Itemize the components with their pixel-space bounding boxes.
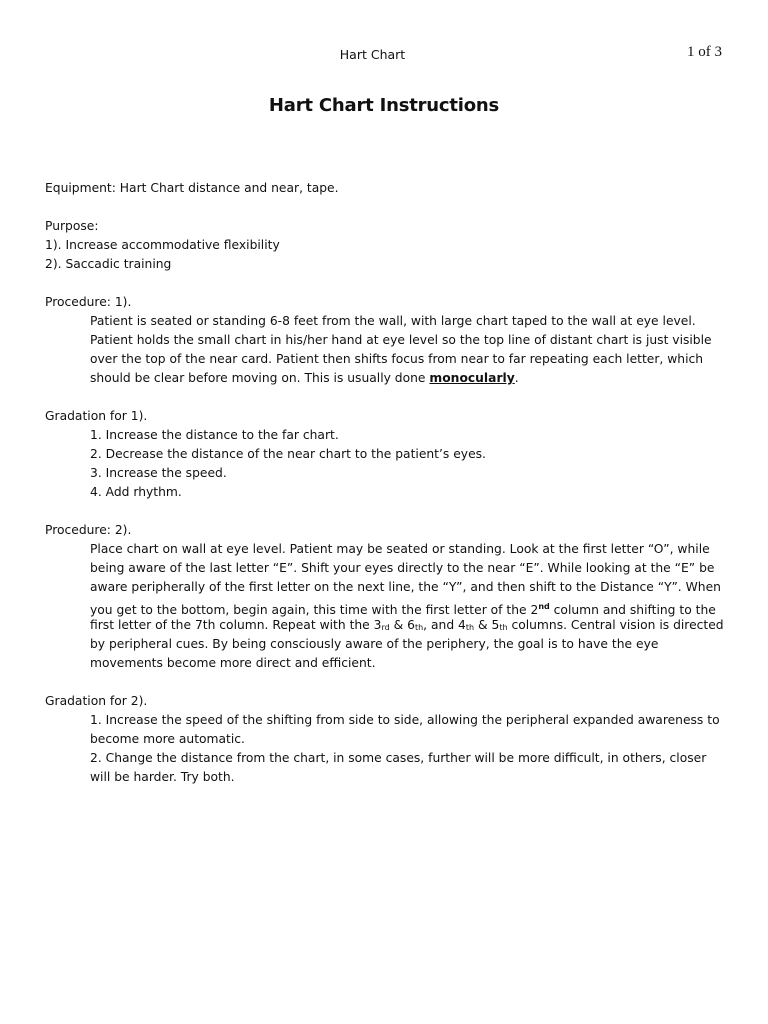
gradation-2-line: will be harder. Try both. <box>90 770 235 784</box>
ordinal-suffix: th <box>499 623 508 632</box>
procedure-2-line-text: & 5 <box>474 618 500 632</box>
gradation-1-item: 3. Increase the speed. <box>90 466 227 480</box>
procedure-2-line: aware peripherally of the first letter on the next line, the “Y”, and then shift to the Distance “Y”. When <box>90 580 721 594</box>
gradation-2-line: 2. Change the distance from the chart, in some cases, further will be more difficult, in others, closer <box>90 751 707 765</box>
gradation-1-item: 1. Increase the distance to the far chart. <box>90 428 339 442</box>
running-header-title: Hart Chart <box>339 47 406 62</box>
procedure-2-heading: Procedure: 2). <box>45 523 132 537</box>
procedure-2-line-text: , and 4 <box>423 618 466 632</box>
procedure-1-last-line-text: should be clear before moving on. This is usually done <box>90 371 430 385</box>
gradation-1-heading: Gradation for 1). <box>45 409 148 423</box>
ordinal-suffix: rd <box>381 623 390 632</box>
procedure-2-line <box>45 597 730 616</box>
equipment-line: Equipment: Hart Chart distance and near, tape. <box>45 181 339 195</box>
purpose-item: 2). Saccadic training <box>45 257 172 271</box>
gradation-1-item: 2. Decrease the distance of the near chart to the patient’s eyes. <box>90 447 486 461</box>
gradation-1-item: 4. Add rhythm. <box>90 485 182 499</box>
purpose-heading: Purpose: <box>45 219 99 233</box>
procedure-1-line: over the top of the near card. Patient then shifts focus from near to far repeating each letter, which <box>90 352 704 366</box>
spacer <box>45 274 730 293</box>
procedure-1-line: Patient holds the small chart in his/her hand at eye level so the top line of distant chart is just visible <box>90 333 712 347</box>
procedure-2-line-text: first letter of the 7th column. Repeat with the 3 <box>90 618 382 632</box>
document-title: Hart Chart Instructions <box>268 95 500 116</box>
purpose-item: 1). Increase accommodative flexibility <box>45 238 280 252</box>
ordinal-suffix: th <box>414 623 424 632</box>
spacer <box>45 388 730 407</box>
ordinal-suffix: th <box>465 623 475 632</box>
monocularly-emphasis: monocularly <box>429 371 515 385</box>
procedure-1-line <box>45 369 730 388</box>
gradation-2-heading: Gradation for 2). <box>45 694 148 708</box>
spacer <box>45 673 730 692</box>
procedure-1-last-line-end: . <box>514 371 519 385</box>
spacer <box>45 198 730 217</box>
document-body <box>45 179 730 787</box>
procedure-2-line: by peripheral cues. By being consciously aware of the periphery, the goal is to have the eye <box>90 637 659 651</box>
gradation-2-line: become more automatic. <box>90 732 245 746</box>
procedure-2-line: movements become more direct and efficient. <box>90 656 376 670</box>
procedure-2-line-text: & 6 <box>389 618 415 632</box>
spacer <box>45 502 730 521</box>
gradation-2-line: 1. Increase the speed of the shifting from side to side, allowing the peripheral expanded awareness to <box>90 713 720 727</box>
procedure-2-line: being aware of the last letter “E”. Shift your eyes directly to the near “E”. While looking at the “E” be <box>90 561 715 575</box>
procedure-2-line: Place chart on wall at eye level. Patient may be seated or standing. Look at the first letter “O”, while <box>90 542 710 556</box>
procedure-2-line-text: column and shifting to the <box>549 603 716 617</box>
page-indicator: 1 of 3 <box>687 44 722 60</box>
ordinal-superscript: nd <box>538 602 550 611</box>
procedure-2-line-text: you get to the bottom, begin again, this time with the first letter of the 2 <box>90 603 539 617</box>
procedure-1-line: Patient is seated or standing 6-8 feet from the wall, with large chart taped to the wall at eye level. <box>90 314 696 328</box>
procedure-2-line <box>45 616 730 635</box>
procedure-2-line-text: columns. Central vision is directed <box>507 618 724 632</box>
procedure-1-heading: Procedure: 1). <box>45 295 132 309</box>
